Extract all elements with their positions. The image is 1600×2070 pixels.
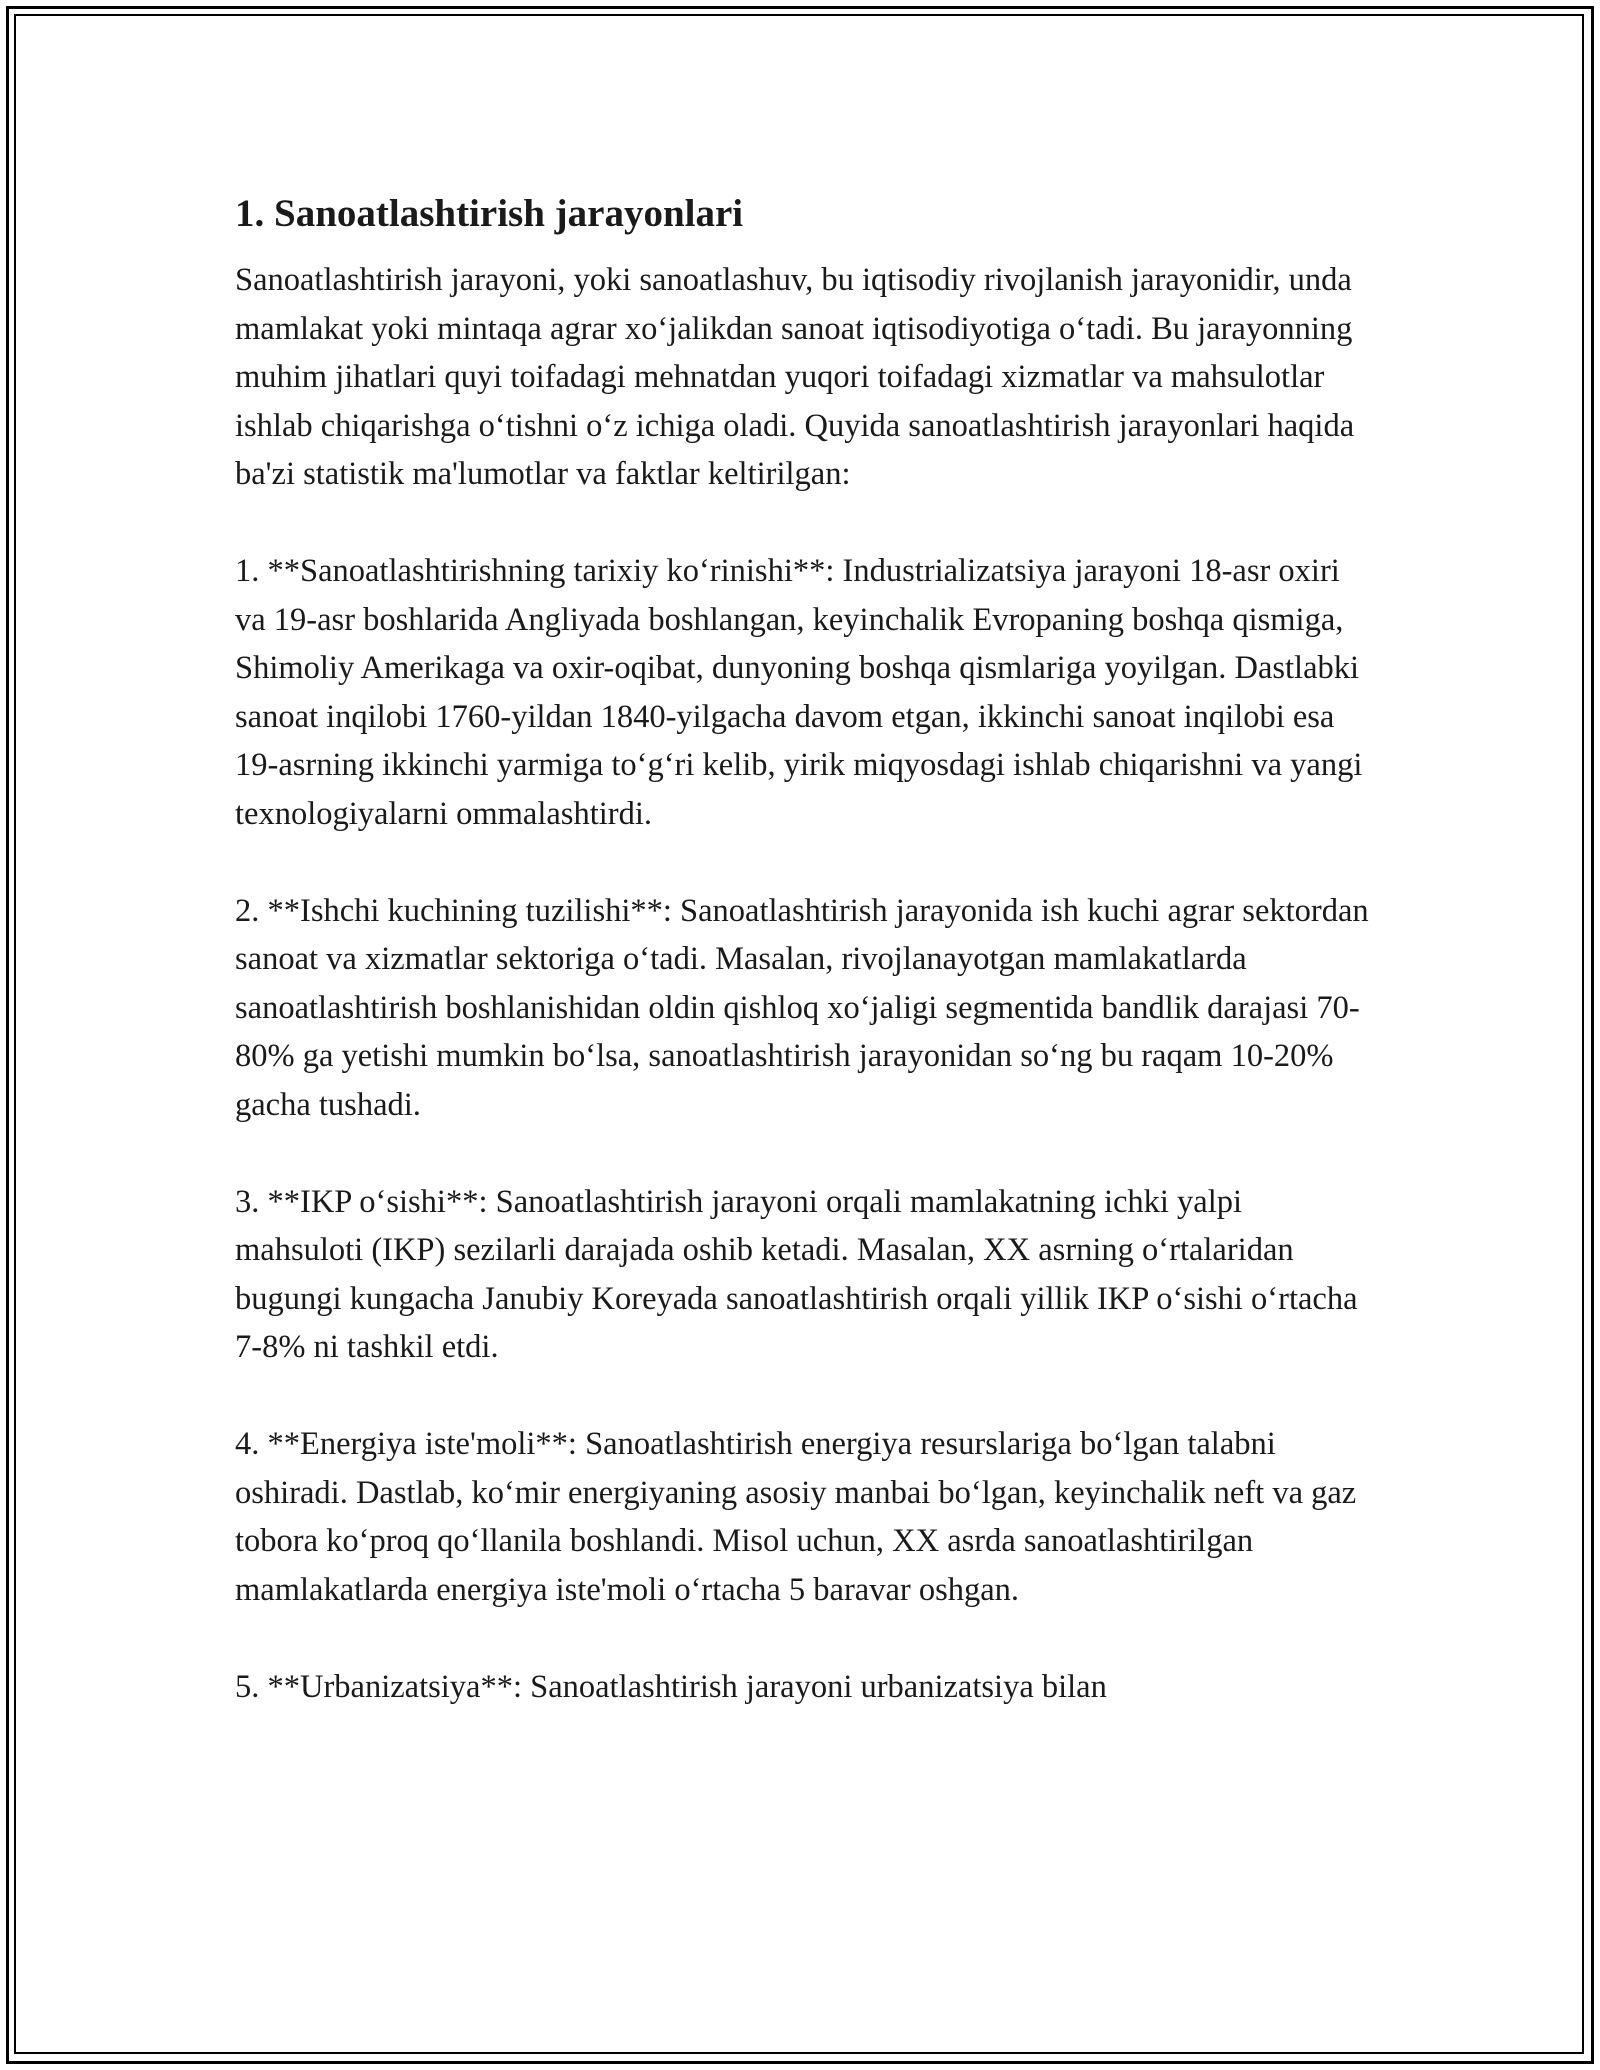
list-item-gdp-growth: 3. **IKP o‘sishi**: Sanoatlashtirish jarayoni orqali mamlakatning ichki yalpi mahsuloti (IKP) sezilarli darajada oshib ketadi. Masalan, XX asrning o‘rtalaridan bugungi kungacha Janubiy Koreyada sanoatlashtirish orqali yillik IKP o‘sishi o‘rtacha 7-8% ni tashkil etdi. [235, 1183, 1358, 1365]
list-item-urbanization: 5. **Urbanizatsiya**: Sanoatlashtirish jarayoni urbanizatsiya bilan [235, 1668, 1107, 1705]
list-item-labor-structure: 2. **Ishchi kuchining tuzilishi**: Sanoatlashtirish jarayonida ish kuchi agrar sektordan sanoat va xizmatlar sektoriga o‘tadi. Masalan, rivojlanayotgan mamlakatlarda sanoatlashtirish boshlanishidan oldin qishloq xo‘jaligi segmentida bandlik darajasi 70-80% ga yetishi mumkin bo‘lsa, sanoatlashtirish jarayonidan so‘ng bu raqam 10-20% gacha tushadi. [235, 892, 1369, 1123]
intro-paragraph: Sanoatlashtirish jarayoni, yoki sanoatlashuv, bu iqtisodiy rivojlanish jarayonidir, unda mamlakat yoki mintaqa agrar xo‘jalikdan sanoat iqtisodiyotiga o‘tadi. Bu jarayonning muhim jihatlari quyi toifadagi mehnatdan yuqori toifadagi xizmatlar va mahsulotlar ishlab chiqarishga o‘tishni o‘z ichiga oladi. Quyida sanoatlashtirish jarayonlari haqida ba'zi statistik ma'lumotlar va faktlar keltirilgan: [235, 262, 1355, 492]
list-item-energy-consumption: 4. **Energiya iste'moli**: Sanoatlashtirish energiya resurslariga bo‘lgan talabni oshiradi. Dastlab, ko‘mir energiyaning asosiy manbai bo‘lgan, keyinchalik neft va gaz tobora ko‘proq qo‘llanila boshlandi. Misol uchun, XX asrda sanoatlashtirilgan mamlakatlarda energiya iste'moli o‘rtacha 5 baravar oshgan. [235, 1426, 1357, 1608]
list-item-historical-view: 1. **Sanoatlashtirishning tarixiy ko‘rinishi**: Industrializatsiya jarayoni 18-asr oxiri va 19-asr boshlarida Angliyada boshlangan, keyinchalik Evropaning boshqa qismiga, Shimoliy Amerikaga va oxir-oqibat, dunyoning boshqa qismlariga yoyilgan. Dastlabki sanoat inqilobi 1760-yildan 1840-yilgacha davom etgan, ikkinchi sanoat inqilobi esa 19-asrning ikkinchi yarmiga to‘g‘ri kelib, yirik miqyosdagi ishlab chiqarishni va yangi texnologiyalarni ommalashtirdi. [235, 553, 1363, 832]
document-page [235, 188, 1370, 1760]
section-heading: 1. Sanoatlashtirish jarayonlari [235, 192, 744, 235]
